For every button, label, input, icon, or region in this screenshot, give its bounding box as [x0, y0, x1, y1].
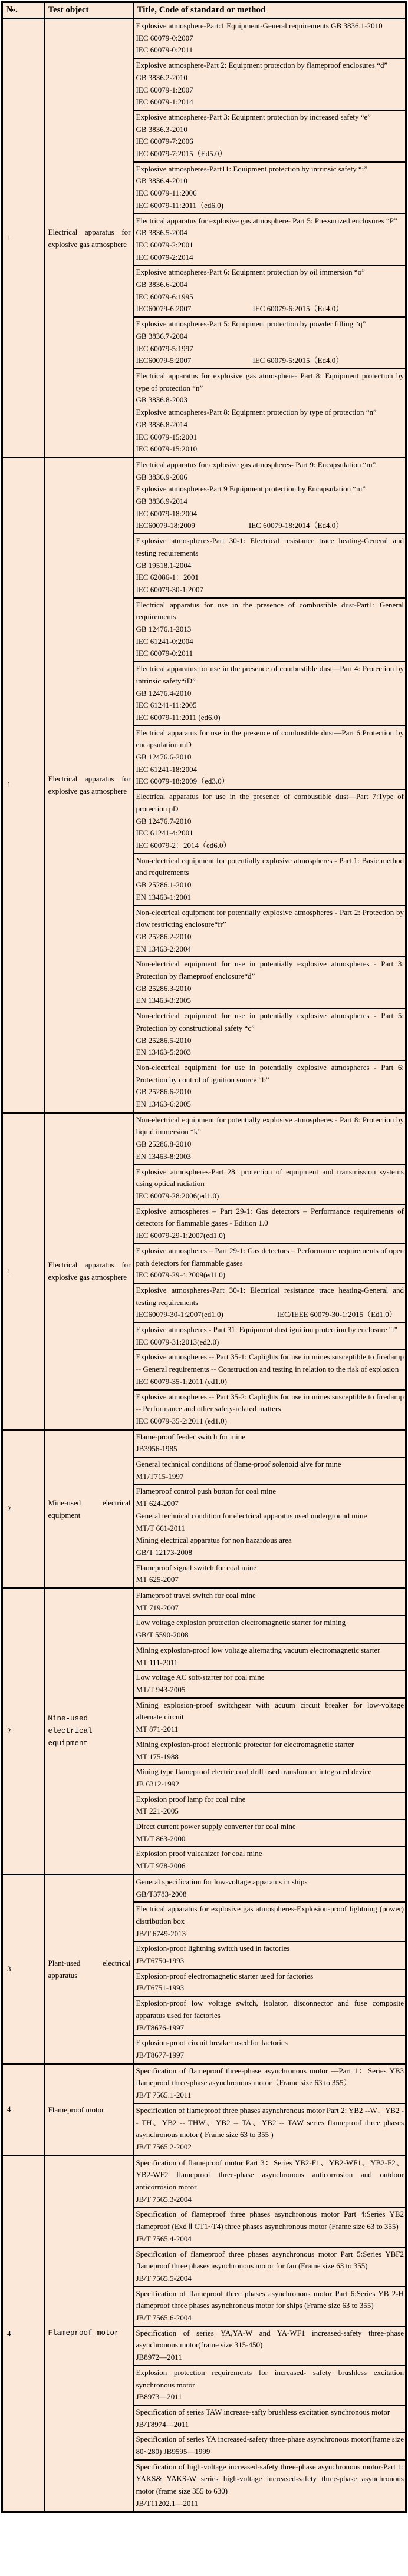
standard-line: EN 13463-3:2005	[136, 996, 192, 1005]
standard-line: IEC 61241-0:2004	[136, 636, 193, 646]
standard-line: EN 13463-1:2001	[136, 892, 192, 901]
standard-line: IEC 60079-28:2006(ed1.0)	[136, 1191, 219, 1200]
standard-line: Specification of flameproof three phases asynchronous motor Part 2: YB2 --W、YB2 -- TH、YB2 -- THW、YB2 -- TA、YB2 -- TAW series flameproof three phases asynchronous motor ( Frame size 63 to 355 )	[136, 2105, 404, 2139]
standard-line: GB 25286.2-2010	[136, 932, 192, 941]
standard-cell	[134, 2207, 406, 2246]
standard-line: IEC 60079-7:2006	[136, 137, 193, 146]
standard-line: IEC 60079-5:1997	[136, 344, 193, 353]
standard-cell	[134, 1875, 406, 1901]
standard-cell	[134, 1243, 406, 1283]
standard-cell	[134, 1643, 406, 1670]
standard-line: EN 13463-8:2003	[136, 1151, 192, 1161]
standard-line: JB8972—2011	[136, 2353, 182, 2362]
standard-cell	[134, 1819, 406, 1846]
group-standards	[133, 1112, 406, 1429]
standard-line: GB 25286.8-2010	[136, 1140, 192, 1149]
standard-line: IEC 61241-11:2005	[136, 701, 197, 710]
group-no: 3	[2, 1874, 44, 2063]
standard-line: Explosive atmospheres -- Part 35-2: Caplights for use in mines susceptible to firedamp -- Performance and other safety-related matters	[136, 1392, 404, 1414]
standard-line: IEC 60079-0:2011	[136, 45, 193, 55]
standard-line: Specification of flameproof motor Part 3：Series YB2-F1、YB2-WF1、YB2-F2、YB2-WF2 flameproof three-phase asynchronous anticorrosion and outdoor anticorrosion motor	[136, 2158, 404, 2192]
standard-line: MT/T 978-2006	[136, 1861, 186, 1871]
group-standards	[133, 1874, 406, 2063]
group-standards	[133, 1429, 406, 1588]
standard-line: Explosion-proof low voltage switch, isolator, disconnector and fuse composite apparatus used for factories	[136, 1999, 404, 2020]
standard-cell	[134, 265, 406, 316]
standard-line: Electrical apparatus for explosive gas atmospheres- Part 9: Encapsulation “m”	[136, 460, 376, 469]
standard-line: MT 625-2007	[136, 1575, 179, 1584]
standard-line: Mining explosion-proof switchgear with acuum circuit breaker for low-voltage alternate circuit	[136, 1700, 404, 1722]
standard-line: IEC 60079-29-4:2009(ed1.0)	[136, 1270, 226, 1280]
standard-line: JB8973—2011	[136, 2392, 182, 2402]
standard-line: MT/T 863-2000	[136, 1834, 186, 1843]
standard-cell	[134, 2405, 406, 2432]
standard-line: GB 3836.7-2004	[136, 331, 187, 341]
standard-line: GB 3836.3-2010	[136, 124, 187, 134]
standard-cell	[134, 1389, 406, 1429]
standard-line: IEC 60079-2:2001	[136, 240, 193, 249]
standard-line: IEC 60079-35-2:2011 (ed1.0)	[136, 1416, 227, 1425]
standard-line: Explosive atmosphere-Part:1 Equipment-General requirements GB 3836.1-2010	[136, 21, 383, 30]
standard-line: Specification of flameproof three phases asynchronous motor Part 4:Series YB2 flameproof (Exd Ⅱ CT1~T4) three phases asynchronous motor (Frame size 63 to 355)	[136, 2210, 404, 2231]
group-test-object: Mine-used electrical equipment	[44, 1588, 133, 1875]
standard-cell	[134, 1901, 406, 1941]
group-test-object: Electrical apparatus for explosive gas atmosphere	[44, 457, 133, 1112]
standard-line: IEC 60079-11:2006	[136, 189, 197, 198]
standard-line: IEC 61241-18:2004	[136, 764, 198, 774]
standard-line: Explosion protection requirements for increased- safety brushless excitation synchronous motor	[136, 2367, 404, 2389]
standard-line: Flame-proof feeder switch for mine	[136, 1432, 246, 1441]
standard-line: Mining explosion-proof electronic protector for electromagnetic starter	[136, 1739, 354, 1749]
standard-line: Mining electrical apparatus for non hazardous area	[136, 1535, 292, 1545]
group-test-object: Mine-used electrical equipment	[44, 1429, 133, 1588]
standard-cell	[134, 1283, 406, 1322]
standard-line: Explosive atmospheres-Part 9 Equipment protection by Encapsulation “m”	[136, 484, 366, 494]
standard-line: JB3956-1985	[136, 1444, 177, 1454]
standard-line: GB 12476.6-2010	[136, 752, 192, 762]
standard-cell	[134, 905, 406, 957]
standard-line: Explosion-proof electromagnetic starter used for factories	[136, 1971, 314, 1980]
standard-line: IEC 60079-0:2011	[136, 649, 193, 658]
standard-line: Explosive atmospheres-Part11: Equipment protection by intrinsic safety “i”	[136, 164, 368, 173]
standard-cell	[134, 1431, 406, 1457]
header-test-object: Test object	[44, 2, 133, 19]
standard-cell	[134, 2156, 406, 2207]
standard-line: IEC 60079-2：2014（ed6.0）	[136, 841, 231, 850]
standard-line: Explosion proof vulcanizer for coal mine	[136, 1849, 262, 1858]
standard-line: GB 19518.1-2004	[136, 560, 192, 570]
group-no: 1	[2, 457, 44, 1112]
standard-line: IEC 60079-15:2001	[136, 432, 198, 441]
standard-cell	[134, 1060, 406, 1112]
standard-line: Explosive atmospheres-Part 30-1: Electrical resistance trace heating-General and testing requirements	[136, 536, 404, 557]
standard-line: Explosive atmospheres -- Part 35-1: Caplights for use in mines susceptible to firedamp -- General requirements -- Construction and testing in relation to the risk of explosion	[136, 1352, 404, 1374]
standard-line: JB/T 6749-2013	[136, 1928, 186, 1938]
standard-cell	[134, 1164, 406, 1204]
group-row-7	[2, 2063, 406, 2155]
standard-line: Explosion proof lamp for coal mine	[136, 1794, 246, 1804]
standard-cell	[134, 161, 406, 213]
group-test-object: Flameproof motor	[44, 2063, 133, 2155]
group-standards	[133, 19, 406, 458]
standard-cell	[134, 213, 406, 265]
standard-line: GB 12476.7-2010	[136, 816, 192, 825]
standard-line: JB/T 7565.3-2004	[136, 2194, 192, 2204]
standard-cell	[134, 533, 406, 597]
standard-line: Explosive atmospheres-Part 28: protection of equipment and transmission systems using optical radiation	[136, 1167, 404, 1188]
standard-cell	[134, 2103, 406, 2155]
standard-line: Explosive atmospheres – Part 29-1: Gas detectors – Performance requirements of detectors for flammable gases - Edition 1.0	[136, 1206, 404, 1228]
group-no: 4	[2, 2063, 44, 2155]
standard-cell	[134, 1008, 406, 1060]
group-no: 2	[2, 1588, 44, 1875]
standard-line: Non-electrical equipment for potentially explosive atmospheres - Part 8: Protection by liquid immersion “k”	[136, 1115, 404, 1137]
standard-line: IEC60079-18:2009 IEC 60079-18:2014（Ed4.0）	[136, 521, 344, 530]
standard-line: GB/T3783-2008	[136, 1889, 187, 1898]
standard-line: IEC 60079-35-1:2011 (ed1.0)	[136, 1376, 227, 1386]
standard-cell	[134, 368, 406, 457]
standard-line: Explosive atmospheres-Part 5: Equipment protection by powder filling “q”	[136, 319, 366, 329]
standard-line: Specification of series YA increased-safety three-phase asynchronous motor(frame size 80~280) JB9595—1999	[136, 2435, 404, 2456]
standard-line: GB 3836.8-2003	[136, 395, 187, 405]
standard-line: General technical conditions of flame-proof solenoid alve for mine	[136, 1459, 341, 1469]
group-row-8	[2, 2155, 406, 2512]
standard-line: IEC 60079-18:2009（ed3.0）	[136, 777, 229, 786]
standard-line: Non-electrical equipment for potentially explosive atmospheres - Part 1: Basic method and requirements	[136, 856, 404, 877]
standards-table	[1, 1, 407, 2513]
standard-line: Direct current power supply converter for coal mine	[136, 1822, 296, 1831]
standard-cell	[134, 956, 406, 1008]
standard-line: IEC 60079-31:2013(ed2.0)	[136, 1337, 219, 1346]
group-test-object: Electrical apparatus for explosive gas atmosphere	[44, 1112, 133, 1429]
standard-line: Mining type flameproof electric coal drill used transformer integrated device	[136, 1767, 372, 1776]
standard-cell	[134, 2326, 406, 2365]
standard-line: GB 3836.8-2014	[136, 420, 187, 429]
standard-cell	[134, 2365, 406, 2405]
group-test-object: Flameproof motor	[44, 2155, 133, 2512]
standard-cell	[134, 1204, 406, 1243]
standard-line: General technical condition for electrical apparatus used underground mine	[136, 1511, 367, 1520]
standard-line: IEC60079-30-1:2007(ed1.0) IEC/IEEE 60079-30-1:2015（Ed1.0）	[136, 1310, 397, 1319]
standard-cell	[134, 1349, 406, 1389]
standard-cell	[134, 853, 406, 905]
standard-cell	[134, 1764, 406, 1791]
standard-cell	[134, 2035, 406, 2062]
group-row-1	[2, 19, 406, 458]
standard-line: General specification for low-voltage apparatus in ships	[136, 1877, 308, 1886]
standard-cell	[134, 1484, 406, 1560]
standard-cell	[134, 1697, 406, 1737]
standard-line: IEC 60079-11:2011 (ed6.0)	[136, 712, 221, 722]
standard-line: Non-electrical equipment for potentially explosive atmospheres - Part 2: Protection by flow restricting enclosure“fr”	[136, 907, 404, 929]
standard-line: Explosive atmospheres-Part 6: Equipment protection by oil immersion “o”	[136, 267, 365, 277]
header-row	[2, 2, 406, 19]
standard-cell	[134, 1969, 406, 1996]
standard-cell	[134, 1737, 406, 1764]
standard-line: IEC 60079-7:2015（Ed5.0）	[136, 149, 227, 158]
group-standards	[133, 1588, 406, 1875]
standard-line: EN 13463-5:2003	[136, 1048, 192, 1057]
standard-cell	[134, 725, 406, 790]
standard-line: Explosion-proof lightning switch used in factories	[136, 1944, 290, 1953]
group-no: 2	[2, 1429, 44, 1588]
standard-line: Specification of flameproof three phases asynchronous motor Part 5:Series YBF2 flameproof three phases asynchronous motor for fan (Frame size 63 to 355)	[136, 2249, 404, 2271]
standard-cell	[134, 661, 406, 725]
standard-cell	[134, 597, 406, 662]
group-test-object: Plant-used electrical apparatus	[44, 1874, 133, 2063]
standard-line: IEC 60079-18:2004	[136, 508, 198, 518]
standard-line: Explosive atmospheres-Part 30-1: Electrical resistance trace heating-General and testing requirements	[136, 1285, 404, 1307]
standard-line: Non-electrical equipment for use in potentially explosive atmospheres - Part 3: Protection by flameproof enclosure“d”	[136, 959, 404, 981]
standard-line: GB/T 12173-2008	[136, 1547, 192, 1557]
standard-line: Explosive atmospheres-Part 8: Equipment protection by type of protection “n”	[136, 408, 377, 417]
standard-line: Explosion-proof circuit breaker used for factories	[136, 2038, 288, 2047]
standard-line: MT 871-2011	[136, 1725, 179, 1734]
standard-cell	[134, 458, 406, 533]
standard-line: Specification of flameproof three-phase asynchronous motor ―Part 1：Series YB3 flameproof three-phase asynchronous motor（Frame size 63 to 355）	[136, 2066, 404, 2088]
standard-line: Mining explosion-proof low voltage alternating vacuum electromagnetic starter	[136, 1645, 380, 1654]
standard-line: MT 624-2007	[136, 1499, 179, 1508]
table-header	[2, 2, 406, 19]
standard-line: GB 3836.5-2004	[136, 228, 187, 237]
standard-cell	[134, 1589, 406, 1615]
standard-line: IEC 62086-1：2001	[136, 573, 199, 582]
standard-line: MT/T715-1997	[136, 1471, 184, 1481]
header-no: №.	[2, 2, 44, 19]
standard-line: JB/T6751-1993	[136, 1983, 185, 1993]
group-row-3	[2, 1112, 406, 1429]
standard-line: Specification of high-voltage increased-safety three-phase asynchronous motor-Part 1: YAKS& YAKS-W series high-voltage increased-safety three-phase asynchronous motor (frame size 355 to 630)	[136, 2462, 404, 2496]
standard-cell	[134, 2432, 406, 2459]
group-no: 1	[2, 19, 44, 458]
standard-line: Flameproof control push button for coal mine	[136, 1487, 277, 1496]
standard-cell	[134, 1560, 406, 1587]
standard-line: IEC 60079-15:2010	[136, 444, 198, 454]
standard-cell	[134, 1670, 406, 1697]
standard-line: IEC60079-5:2007 IEC 60079-5:2015（Ed4.0）	[136, 356, 344, 365]
standard-line: Explosive atmosphere-Part 2: Equipment protection by flameproof enclosures “d”	[136, 61, 388, 70]
standard-cell	[134, 58, 406, 110]
group-row-6	[2, 1874, 406, 2063]
standard-line: Specification of series YA,YA-W and YA-WF1 increased-safety three-phase asynchronous motor(frame size 315-450)	[136, 2328, 404, 2350]
standard-line: IEC 61241-4:2001	[136, 828, 193, 838]
standard-line: Non-electrical equipment for use in potentially explosive atmospheres - Part 5: Protection by constructional safety “c”	[136, 1011, 404, 1032]
standard-line: JB/T 7565.6-2004	[136, 2313, 192, 2323]
standard-line: Specification of series TAW increase-safty brushless excitation synchronous motor	[136, 2407, 390, 2416]
standard-cell	[134, 1615, 406, 1642]
standard-line: Flameproof signal switch for coal mine	[136, 1563, 257, 1572]
standard-line: JB 6312-1992	[136, 1779, 179, 1788]
standard-line: IEC 60079-0:2007	[136, 33, 193, 42]
standard-line: Low voltage AC soft-starter for coal mine	[136, 1673, 265, 1682]
standard-line: IEC 60079-1:2014	[136, 97, 193, 107]
standard-line: Electrical apparatus for use in the presence of combustible dust—Part 7:Type of protection pD	[136, 792, 404, 813]
standard-line: IEC 60079-11:2011（ed6.0)	[136, 200, 224, 210]
standard-cell	[134, 110, 406, 161]
standard-line: JB/T 7565.5-2004	[136, 2273, 192, 2283]
group-standards	[133, 2063, 406, 2155]
standard-line: IEC 60079-2:2014	[136, 252, 193, 262]
standard-line: EN 13463-6:2005	[136, 1099, 192, 1109]
standard-line: Electrical apparatus for explosive gas atmosphere- Part 8: Equipment protection by type of protection “n”	[136, 371, 404, 392]
standard-line: JB/T8974—2011	[136, 2419, 189, 2429]
standard-cell	[134, 2459, 406, 2511]
standard-line: EN 13463-2:2004	[136, 944, 192, 953]
standard-line: GB 3836.4-2010	[136, 176, 187, 186]
standard-line: JB/T8677-1997	[136, 2050, 185, 2059]
standard-line: Electrical apparatus for use in the presence of combustible dust—Part 6:Protection by encapsulation mD	[136, 728, 404, 749]
group-no: 4	[2, 2155, 44, 2512]
standard-line: GB 3836.2-2010	[136, 72, 187, 82]
standard-cell	[134, 1792, 406, 1819]
standard-line: Flameproof travel switch for coal mine	[136, 1591, 256, 1600]
standard-cell	[134, 19, 406, 58]
standard-cell	[134, 1457, 406, 1484]
group-test-object: Electrical apparatus for explosive gas atmosphere	[44, 19, 133, 458]
standard-line: IEC 60079-30-1:2007	[136, 584, 203, 594]
standard-cell	[134, 1996, 406, 2035]
standard-line: GB 25286.5-2010	[136, 1035, 192, 1045]
standard-line: Non-electrical equipment for use in potentially explosive atmospheres - Part 6: Protection by control of ignition source “b”	[136, 1062, 404, 1084]
standard-line: IEC 60079-29-1:2007(ed1.0)	[136, 1231, 226, 1240]
standard-line: Specification of flameproof three phases asynchronous motor Part 6:Series YB 2-H flameproof three phases asynchronous motor for ships (Frame size 63 to 355)	[136, 2288, 404, 2310]
standard-cell	[134, 316, 406, 368]
standard-line: MT 175-1988	[136, 1752, 179, 1761]
standard-line: Electrical apparatus for use in the presence of combustible dust—Part 4: Protection by intrinsic safety“iD”	[136, 664, 404, 685]
standard-cell	[134, 789, 406, 853]
standard-line: JB/T 7565.2-2002	[136, 2142, 192, 2151]
standard-line: IEC 60079-6:1995	[136, 292, 193, 301]
standard-cell	[134, 1114, 406, 1164]
standard-line: Low voltage explosion protection electromagnetic starter for mining	[136, 1618, 346, 1627]
standard-line: MT 719-2007	[136, 1603, 179, 1612]
standard-line: JB/T8676-1997	[136, 2023, 185, 2032]
standard-cell	[134, 2286, 406, 2326]
standard-line: MT/T 943-2005	[136, 1685, 186, 1694]
standard-line: Electrical apparatus for use in the presence of combustible dust-Part1: General requirements	[136, 600, 404, 622]
standard-line: Electrical apparatus for explosive gas atmosphere- Part 5: Pressurized enclosures “P”	[136, 216, 397, 225]
standard-line: JB/T 7565.4-2004	[136, 2234, 192, 2243]
standard-cell	[134, 1322, 406, 1349]
standard-line: Explosive atmospheres-Part 3: Equipment protection by increased safety “e”	[136, 112, 371, 121]
table-body	[2, 19, 406, 2512]
group-row-4	[2, 1429, 406, 1588]
standard-line: MT 111-2011	[136, 1657, 178, 1667]
standard-cell	[134, 1846, 406, 1873]
standard-line: IEC 60079-1:2007	[136, 85, 193, 94]
standard-line: GB/T 5590-2008	[136, 1630, 189, 1640]
group-row-5	[2, 1588, 406, 1875]
standard-line: GB 12476.1-2013	[136, 625, 192, 634]
standard-cell	[134, 2065, 406, 2103]
standard-line: GB 3836.6-2004	[136, 280, 187, 289]
standard-cell	[134, 1941, 406, 1968]
standard-cell	[134, 2247, 406, 2286]
group-row-2	[2, 457, 406, 1112]
standard-line: Explosive atmospheres - Part 31: Equipment dust ignition protection by enclosure "t"	[136, 1325, 398, 1335]
standard-line: GB 3836.9-2006	[136, 472, 187, 481]
standard-line: GB 25286.1-2010	[136, 880, 192, 890]
header-title: Title, Code of standard or method	[133, 2, 406, 19]
standard-line: MT/T 661-2011	[136, 1523, 185, 1533]
group-no: 1	[2, 1112, 44, 1429]
standard-line: JB/T6750-1993	[136, 1956, 185, 1966]
standard-line: GB 25286.6-2010	[136, 1087, 192, 1097]
standard-line: GB 25286.3-2010	[136, 983, 192, 993]
group-standards	[133, 457, 406, 1112]
standard-line: Explosive atmospheres – Part 29-1: Gas detectors – Performance requirements of open path detectors for flammable gases	[136, 1246, 404, 1267]
standard-line: JB/T 7565.1-2011	[136, 2090, 192, 2100]
standard-line: JB/T11202.1—2011	[136, 2498, 199, 2508]
standard-line: GB 12476.4-2010	[136, 688, 192, 698]
standard-line: Electrical apparatus for explosive gas atmospheres-Explosion-proof lightning (power) distribution box	[136, 1904, 404, 1926]
group-standards	[133, 2155, 406, 2512]
standard-line: GB 3836.9-2014	[136, 497, 187, 506]
standard-line: MT 221-2005	[136, 1806, 179, 1816]
standard-line: IEC60079-6:2007 IEC 60079-6:2015（Ed4.0）	[136, 304, 344, 313]
